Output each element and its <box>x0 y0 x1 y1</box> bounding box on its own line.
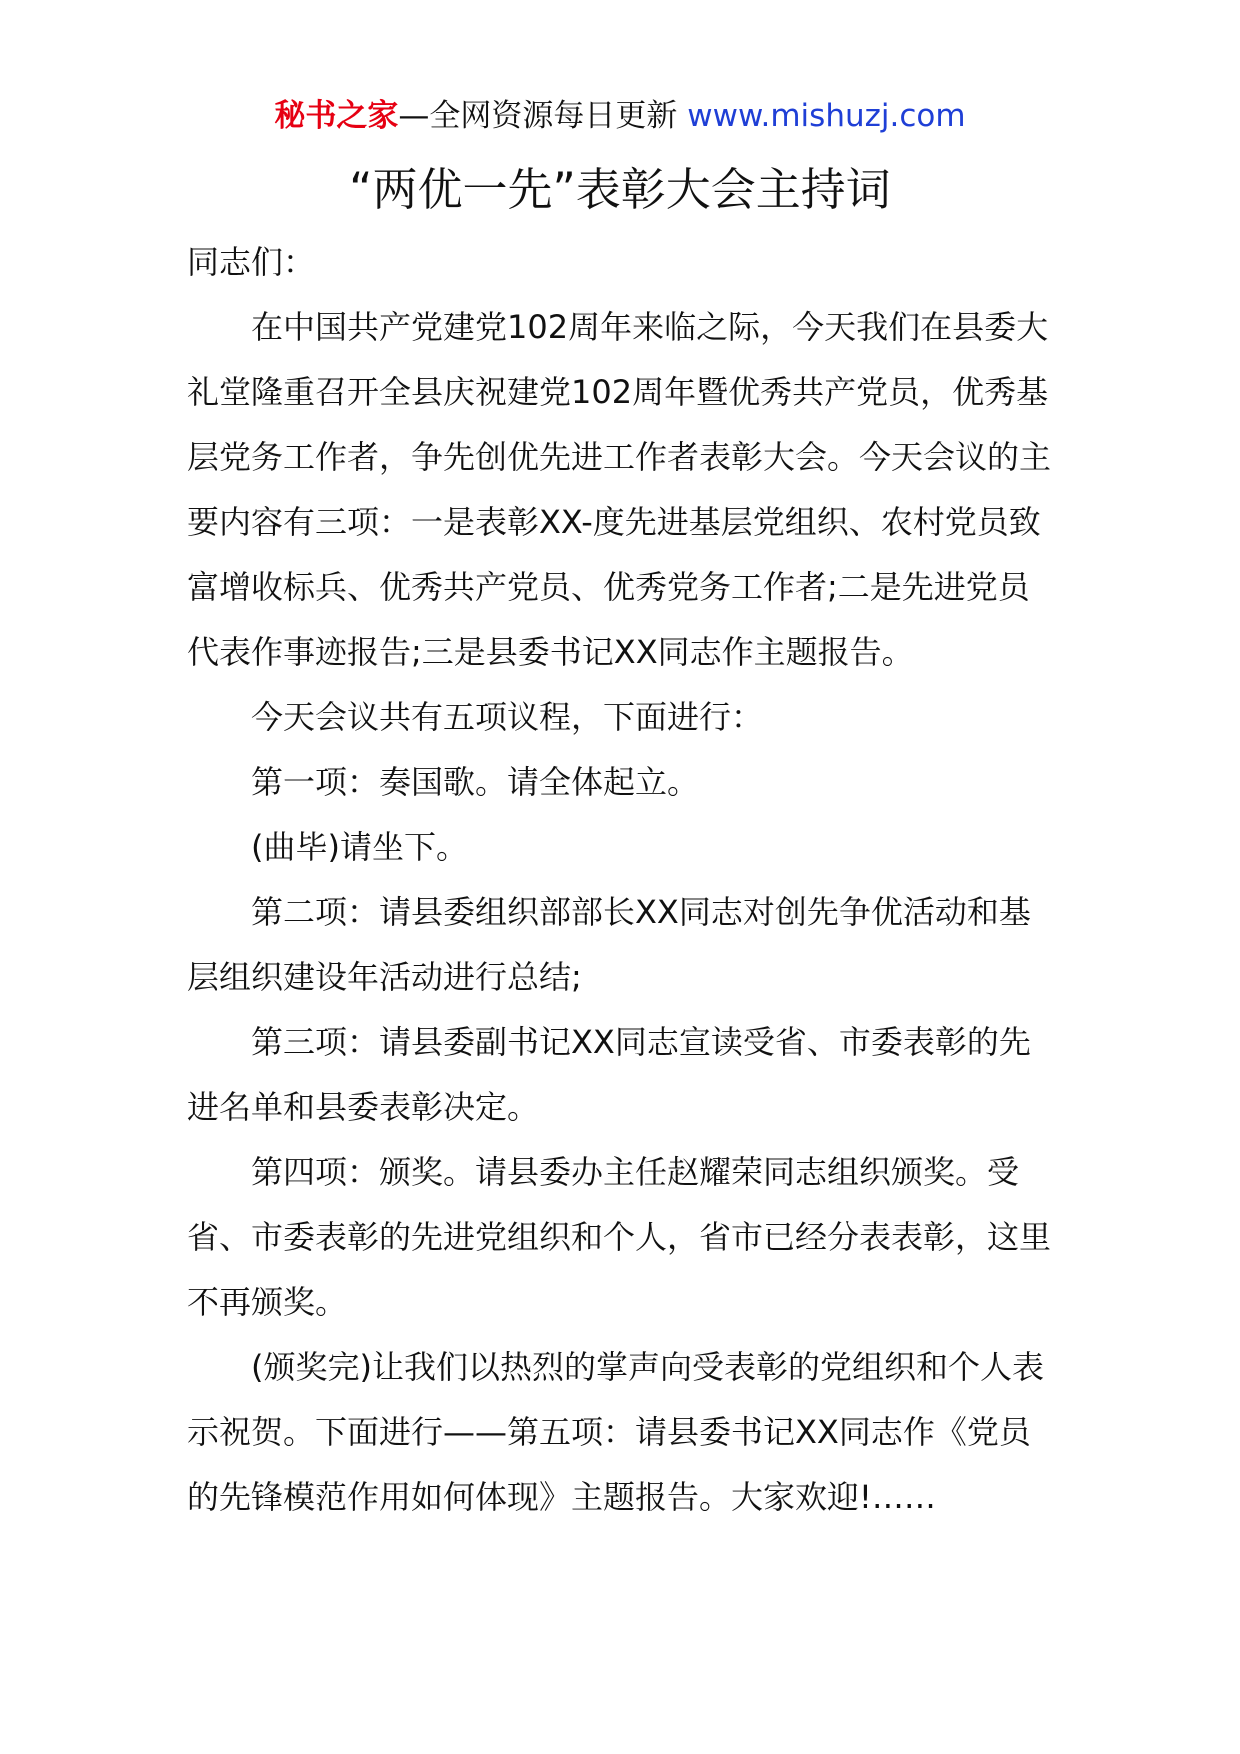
paragraph-item-1: 第一项：奏国歌。请全体起立。 <box>251 763 700 801</box>
document-body <box>187 230 1057 1530</box>
paragraph-item-2: 第二项：请县委组织部部长XX同志对创先争优活动和基层组织建设年活动进行总结; <box>187 893 1031 996</box>
paragraph-intro: 在中国共产党建党102周年来临之际，今天我们在县委大礼堂隆重召开全县庆祝建党102周年暨优秀共产党员，优秀基层党务工作者，争先创优先进工作者表彰大会。今天会议的主要内容有三项：一是表彰XX-度先进基层党组织、农村党员致富增收标兵、优秀共产党员、优秀党务工作者;二是先进党员代表作事迹报告;三是县委书记XX同志作主题报告。 <box>187 308 1052 671</box>
paragraph-sit-down: (曲毕)请坐下。 <box>251 828 468 866</box>
site-brand: 秘书之家 <box>274 98 399 134</box>
salutation: 同志们： <box>187 243 316 281</box>
paragraph-agenda: 今天会议共有五项议程，下面进行： <box>251 698 764 736</box>
paragraph-item-4: 第四项：颁奖。请县委办主任赵耀荣同志组织颁奖。受省、市委表彰的先进党组织和个人，省市已经分表表彰，这里不再颁奖。 <box>187 1153 1052 1321</box>
site-url-link[interactable]: www.mishuzj.com <box>687 98 966 134</box>
document-title: “两优一先”表彰大会主持词 <box>349 163 891 216</box>
paragraph-item-5: (颁奖完)让我们以热烈的掌声向受表彰的党组织和个人表示祝贺。下面进行——第五项：请县委书记XX同志作《党员的先锋模范作用如何体现》主题报告。大家欢迎!…… <box>187 1348 1044 1516</box>
paragraph-item-3: 第三项：请县委副书记XX同志宣读受省、市委表彰的先进名单和县委表彰决定。 <box>187 1023 1031 1126</box>
site-slogan: —全网资源每日更新 <box>398 98 688 134</box>
site-header <box>0 96 1240 136</box>
